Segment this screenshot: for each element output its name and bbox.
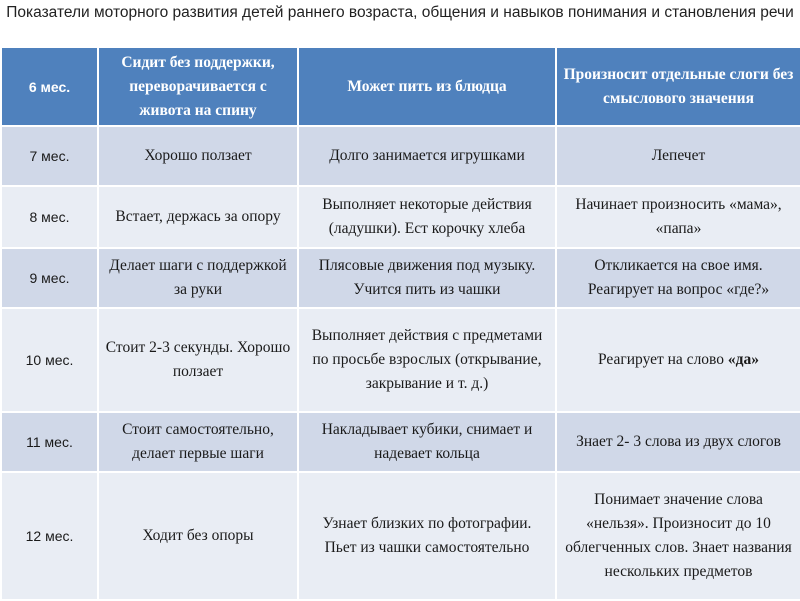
- cell-age: 11 мес.: [1, 412, 98, 472]
- table-row: [1, 412, 800, 472]
- cell-speech: Понимает значение слова «нельзя». Произносит до 10 облегченных слов. Знает названия нескольких предметов: [556, 472, 800, 600]
- table-row: [1, 472, 800, 600]
- table-row: [1, 308, 800, 412]
- cell-age: 8 мес.: [1, 186, 98, 248]
- cell-speech: Лепечет: [556, 126, 800, 186]
- page-title: Показатели моторного развития детей раннего возраста, общения и навыков понимания и становления речи: [6, 4, 794, 21]
- cell-motor: Стоит самостоятельно, делает первые шаги: [98, 412, 298, 472]
- cell-motor: Встает, держась за опору: [98, 186, 298, 248]
- speech-emphasis: «да»: [727, 351, 759, 368]
- cell-play: Узнает близких по фотографии. Пьет из чашки самостоятельно: [298, 472, 556, 600]
- table-row: [1, 248, 800, 308]
- cell-motor: Ходит без опоры: [98, 472, 298, 600]
- cell-age: 9 мес.: [1, 248, 98, 308]
- cell-play: Плясовые движения под музыку. Учится пить из чашки: [298, 248, 556, 308]
- cell-motor: Делает шаги с поддержкой за руки: [98, 248, 298, 308]
- cell-play: Выполняет действия с предметами по просьбе взрослых (открывание, закрывание и т. д.): [298, 308, 556, 412]
- cell-play: Выполняет некоторые действия (ладушки). Ест корочку хлеба: [298, 186, 556, 248]
- cell-play: Накладывает кубики, снимает и надевает кольца: [298, 412, 556, 472]
- cell-motor: Хорошо ползает: [98, 126, 298, 186]
- table-row: [1, 186, 800, 248]
- development-table-container: [0, 46, 800, 601]
- table-header-row: [1, 47, 800, 126]
- cell-speech: Откликается на свое имя. Реагирует на вопрос «где?»: [556, 248, 800, 308]
- header-motor: Сидит без поддержки, переворачивается с живота на спину: [98, 47, 298, 126]
- header-speech: Произносит отдельные слоги без смыслового значения: [556, 47, 800, 126]
- cell-age: 7 мес.: [1, 126, 98, 186]
- cell-speech: Начинает произносить «мама», «папа»: [556, 186, 800, 248]
- cell-age: 10 мес.: [1, 308, 98, 412]
- header-age: 6 мес.: [1, 47, 98, 126]
- cell-speech: [556, 308, 800, 412]
- cell-age: 12 мес.: [1, 472, 98, 600]
- cell-motor: Стоит 2-3 секунды. Хорошо ползает: [98, 308, 298, 412]
- header-play: Может пить из блюдца: [298, 47, 556, 126]
- table-row: [1, 126, 800, 186]
- cell-speech: Знает 2- 3 слова из двух слогов: [556, 412, 800, 472]
- development-table: [0, 46, 800, 601]
- speech-text: Реагирует на слово: [598, 351, 728, 368]
- cell-play: Долго занимается игрушками: [298, 126, 556, 186]
